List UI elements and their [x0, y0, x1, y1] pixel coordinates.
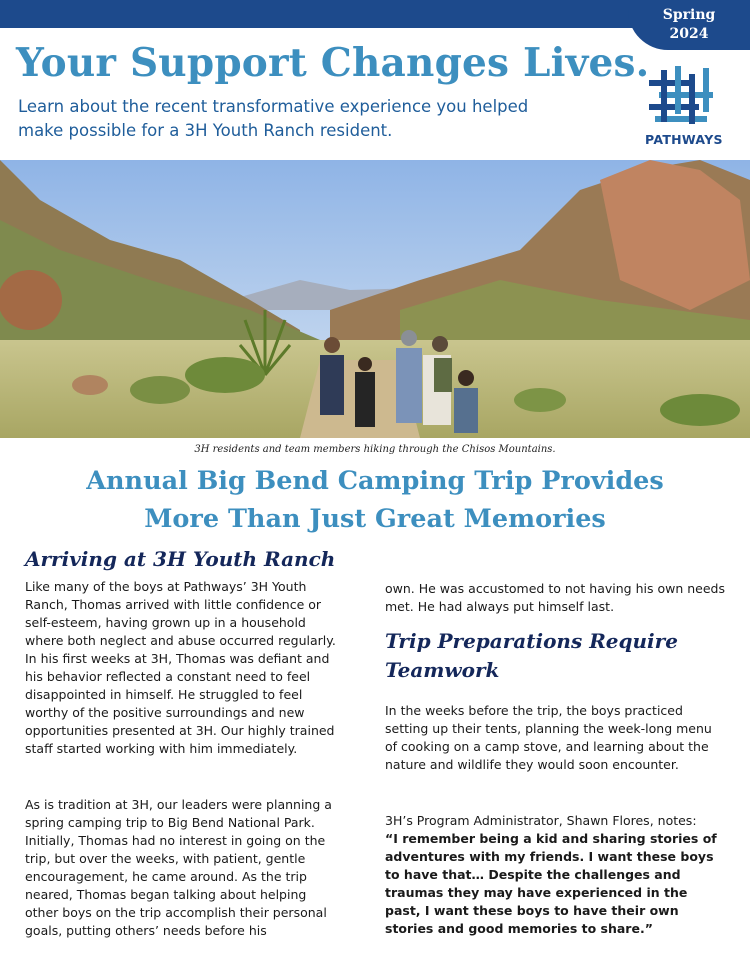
hiking-photo: [0, 160, 750, 438]
article-title: [0, 462, 750, 538]
paragraph-5: 3H’s Program Administrator, Shawn Flores, notes:: [385, 813, 697, 828]
page-subhead: Learn about the recent transformative experience you helped make possible for a 3H Youth Ranch resident.: [18, 97, 529, 140]
quote-shawn-flores: “I remember being a kid and sharing stories of adventures with my friends. I want these boys to have that… Despite the challenges and traumas they may have experienced in the past, I want these boys to have their own stories and good memories to share.”: [385, 831, 717, 936]
photo-caption: 3H residents and team members hiking through the Chisos Mountains.: [194, 444, 556, 455]
paragraph-2: As is tradition at 3H, our leaders were planning a spring camping trip to Big Bend National Park. Initially, Thomas had no interest in going on the trip, but over the weeks, with patient, gentle encouragement, he came around. As the trip neared, Thomas began talking about helping other boys on the trip accomplish their personal goals, putting others’ needs before his: [25, 797, 332, 938]
article-title-line-1: Annual Big Bend Camping Trip Provides: [86, 466, 664, 496]
pathways-logo: [645, 66, 723, 154]
season-year: 2024: [669, 26, 709, 42]
section-heading-arriving: Arriving at 3H Youth Ranch: [25, 547, 336, 571]
pathways-logo-text: PATHWAYS: [645, 132, 723, 147]
pathways-logo-icon: [649, 66, 713, 124]
paragraph-4: In the weeks before the trip, the boys practiced setting up their tents, planning the week-long menu of cooking on a camp stove, and learning about the nature and wildlife they would soon encounter.: [385, 703, 712, 772]
season-label: Spring: [662, 7, 716, 23]
paragraph-3: own. He was accustomed to not having his own needs met. He had always put himself last.: [385, 581, 725, 614]
paragraph-1: Like many of the boys at Pathways’ 3H Youth Ranch, Thomas arrived with little confidence or self-esteem, having grown up in a household where both neglect and abuse occurred regularly. In his first weeks at 3H, Thomas was defiant and his behavior reflected a constant need to feel disappointed in himself. He struggled to feel worthy of the positive surroundings and new opportunities presented at 3H. Our highly trained staff started working with him immediately.: [25, 579, 336, 756]
page-headline: Your Support Changes Lives.: [16, 40, 650, 86]
article-title-line-2: More Than Just Great Memories: [144, 504, 606, 534]
section-heading-trip-preparations: Trip Preparations Require Teamwork: [385, 629, 678, 682]
